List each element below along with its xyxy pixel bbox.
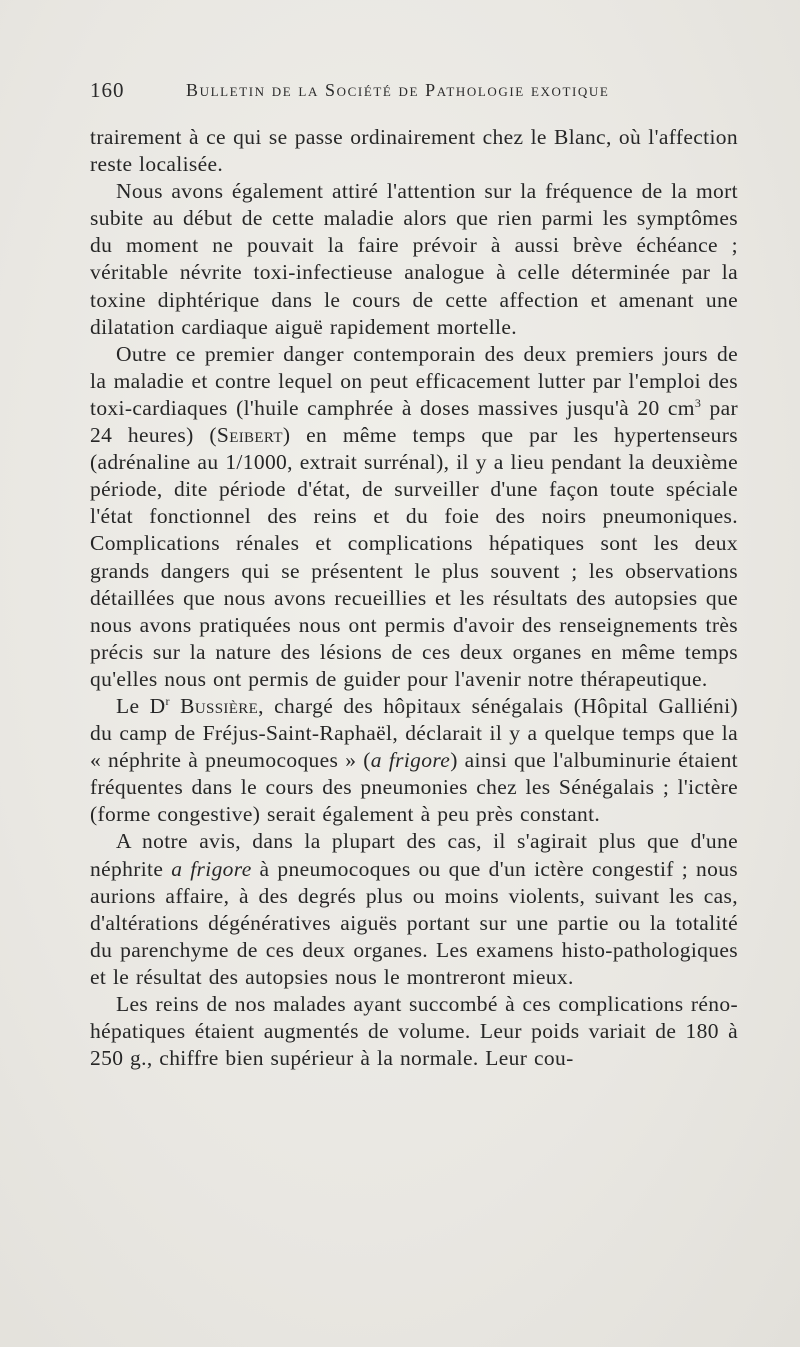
cubic-superscript: 3 (694, 395, 702, 410)
paragraph-1: trairement à ce qui se passe ordinairement chez le Blanc, où l'affection reste localisée. (90, 125, 738, 177)
paragraph-5-text-a: A notre avis, dans la plupart des cas, il s'agirait plus que d'une néphrite (90, 829, 738, 881)
paragraph-2: Nous avons également attiré l'attention sur la fréquence de la mort subite au début de cette maladie alors que rien parmi les symptômes du moment ne pouvait la faire prévoir à aussi brève échéance ; véritable névrite toxi-infectieuse analogue à celle déterminée par la toxine diphtérique dans le cours de cette affection et amenant une dilatation cardiaque aiguë rapidement mortelle. (90, 179, 738, 339)
paragraph-3-text-a: Outre ce premier danger contemporain des deux premiers jours de la maladie et contre lequel on peut efficacement lutter par l'emploi des toxi-cardiaques (l'huile camphrée à doses massives jusqu'à 20 cm (90, 341, 738, 420)
paragraph-4 (90, 693, 738, 828)
italic-a-frigore: a frigore (370, 748, 451, 773)
paragraph-4-text-b: , chargé des hôpitaux sénégalais (Hôpital Galliéni) du camp de Fréjus-Saint-Raphaël, déclarait il y a quelque temps que la « néphrite à pneumocoques » ( (90, 693, 738, 773)
body-text (90, 124, 738, 1072)
author-name-seibert: Seibert (216, 423, 283, 448)
paragraph-5 (90, 828, 738, 991)
page-header (90, 78, 740, 108)
paragraph-6: Les reins de nos malades ayant succombé à ces complications réno-hépatiques étaient augmentés de volume. Leur poids variait de 180 à 250 g., chiffre bien supérieur à la normale. Leur cou- (90, 992, 738, 1071)
paragraph-4-text-a: Le D (116, 693, 166, 718)
paragraph-5-text-b: à pneumocoques ou que d'un ictère congestif ; nous aurions affaire, à des degrés plus ou moins violents, suivant les cas, d'altérations dégénératives aiguës portant sur une partie ou la totalité du parenchyme de ces deux organes. Les examens histo-pathologiques et le résultat des autopsies nous le montreront mieux. (90, 856, 739, 989)
paragraph-3-text-b: par 24 heures) ( (90, 395, 738, 448)
paragraph-3 (90, 341, 738, 693)
page-number: 160 (90, 78, 125, 102)
running-title: Bulletin de la Société de Pathologie exotique (186, 80, 610, 100)
doctor-superscript: r (165, 693, 170, 708)
author-name-bussiere: Bussière (180, 693, 259, 718)
paragraph-4-text-c: ) ainsi que l'albuminurie étaient fréquentes dans le cours des pneumonies chez les Sénégalais ; l'ictère (forme congestive) serait également à peu près constant. (90, 748, 738, 827)
italic-a-frigore-2: a frigore (171, 856, 252, 881)
paragraph-3-text-c: ) en même temps que par les hypertenseurs (adrénaline au 1/1000, extrait surrénal), il y a lieu pendant la deuxième période, dite période d'état, de surveiller d'une façon toute spéciale l'état fonctionnel des reins et du foie des noirs pneumoniques. Complications rénales et complications hépatiques sont les deux grands dangers qui se présentent le plus souvent ; les observations détaillées que nous avons recueillies et les résultats des autopsies que nous avons pratiquées nous ont permis d'avoir des renseignements très précis sur la nature des lésions de ces deux organes en même temps qu'elles nous ont permis de guider pour l'avenir notre thérapeutique. (90, 423, 738, 691)
